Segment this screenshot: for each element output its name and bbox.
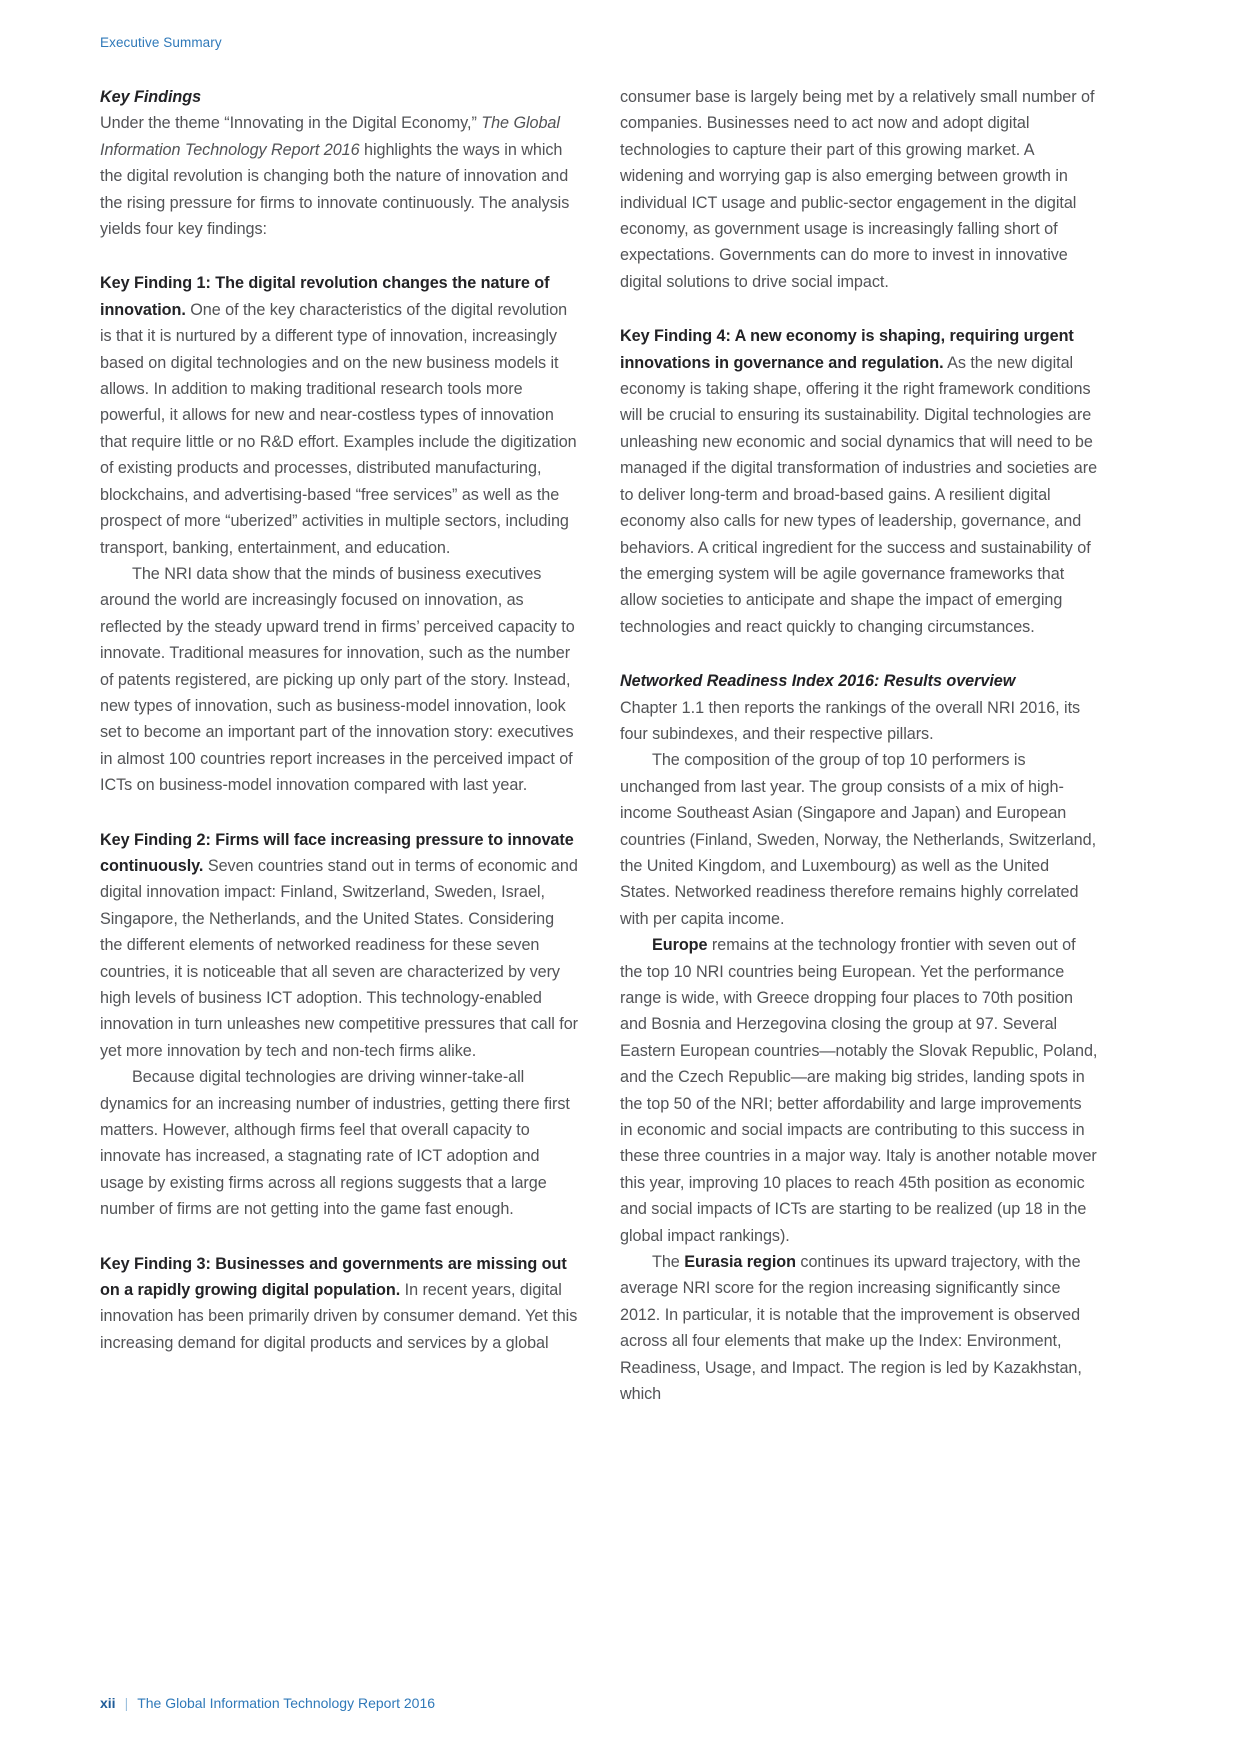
left-column xyxy=(100,84,578,1408)
footer-divider: | xyxy=(124,1695,129,1711)
text-segment: Key Finding 4: A new economy is shaping, requiring urgent innovations in governance and regulation. xyxy=(620,327,1074,372)
running-head xyxy=(100,35,222,51)
text-segment: Chapter 1.1 then reports the rankings of the overall NRI 2016, its four subindexes, and their respective pillars. xyxy=(620,698,1081,743)
section-heading xyxy=(100,84,578,110)
text-segment: The composition of the group of top 10 performers is unchanged from last year. The group consists of a mix of high-income Southeast Asian (Singapore and Japan) and European countries (Finland, Sweden, Norway, the Netherlands, Switzerland, the United Kingdom, and Luxembourg) as well as the United States. Networked readiness therefore remains highly correlated with per capita income. xyxy=(620,751,1097,928)
report-title: The Global Information Technology Report 2016 xyxy=(137,1695,436,1711)
paragraph xyxy=(100,827,578,1065)
text-segment: continues its upward trajectory, with the average NRI score for the region increasing significantly since 2012. In particular, it is notable that the improvement is observed across all four elements that make up the Index: Environment, Readiness, Usage, and Impact. The region is led by Kazakhstan, which xyxy=(620,1253,1082,1404)
paragraph xyxy=(620,695,1098,748)
text-segment: highlights the ways in which the digital revolution is changing both the nature of innovation and the rising pressure for firms to innovate continuously. The analysis yields four key findings: xyxy=(100,140,570,239)
text-segment: Eurasia region xyxy=(684,1253,796,1272)
section-heading xyxy=(620,668,1098,694)
paragraph xyxy=(620,747,1098,932)
paragraph xyxy=(100,1064,578,1222)
text-segment: As the new digital economy is taking shape, offering it the right framework conditions will be crucial to ensuring its sustainability. Digital technologies are unleashing new economic and social dynamics that will need to be managed if the digital transformation of industries and societies are to deliver long-term and broad-based gains. A resilient digital economy also calls for new types of leadership, governance, and behaviors. A critical ingredient for the success and sustainability of the emerging system will be agile governance frameworks that allow societies to anticipate and shape the impact of emerging technologies and react quickly to changing circumstances. xyxy=(620,353,1098,636)
text-segment: remains at the technology frontier with seven out of the top 10 NRI countries being European. Yet the performance range is wide, with Greece dropping four places to 70th position and Bosnia and Herzegovina closing the group at 97. Several Eastern European countries—notably the Slovak Republic, Poland, and the Czech Republic—are making big strides, landing spots in the top 50 of the NRI; better affordability and large improvements in economic and social impacts are contributing to this success in these three countries in a major way. Italy is another notable mover this year, improving 10 places to reach 45th position as economic and social impacts of ICTs are starting to be realized (up 18 in the global impact rankings). xyxy=(620,936,1098,1245)
paragraph xyxy=(100,110,578,242)
text-segment: Seven countries stand out in terms of economic and digital innovation impact: Finland, Switzerland, Sweden, Israel, Singapore, the Netherlands, and the United States. Considering the different elements of networked readiness for these seven countries, it is noticeable that all seven are characterized by very high levels of business ICT adoption. This technology-enabled innovation in turn unleashes new competitive pressures that call for yet more innovation by tech and non-tech firms alike. xyxy=(100,856,578,1060)
text-segment: The NRI data show that the minds of business executives around the world are increasingly focused on innovation, as reflected by the steady upward trend in firms’ perceived capacity to innovate. Traditional measures for innovation, such as the number of patents registered, are picking up only part of the story. Instead, new types of innovation, such as business-model innovation, look set to become an important part of the innovation story: executives in almost 100 countries report increases in the perceived impact of ICTs on business-model innovation compared with last year. xyxy=(100,564,575,795)
text-segment: The Global Information Technology Report 2016 xyxy=(100,114,560,159)
text-segment: Key Findings xyxy=(100,88,202,106)
section-title: Executive Summary xyxy=(100,35,222,50)
paragraph xyxy=(620,1249,1098,1407)
paragraph xyxy=(620,323,1098,640)
paragraph xyxy=(100,561,578,799)
text-segment: Key Finding 1: The digital revolution changes the nature of innovation. xyxy=(100,274,550,319)
text-segment: Key Finding 2: Firms will face increasing pressure to innovate continuously. xyxy=(100,830,574,875)
paragraph xyxy=(100,1251,578,1357)
text-segment: In recent years, digital innovation has been primarily driven by consumer demand. Yet this increasing demand for digital products and services by a global xyxy=(100,1281,578,1352)
page-footer xyxy=(100,1694,435,1712)
right-column xyxy=(620,84,1098,1408)
text-segment: Key Finding 3: Businesses and governments are missing out on a rapidly growing digital population. xyxy=(100,1254,567,1300)
text-segment: One of the key characteristics of the digital revolution is that it is nurtured by a different type of innovation, increasingly based on digital technologies and on the new business models it allows. In addition to making traditional research tools more powerful, it allows for new and near-costless types of innovation that require little or no R&D effort. Examples include the digitization of existing products and processes, distributed manufacturing, blockchains, and advertising-based “free services” as well as the prospect of more “uberized” activities in multiple sectors, including transport, banking, entertainment, and education. xyxy=(100,300,577,557)
text-segment: Under the theme “Innovating in the Digital Economy,” xyxy=(100,114,482,133)
paragraph xyxy=(620,84,1098,295)
body-columns xyxy=(100,84,1098,1408)
paragraph xyxy=(620,932,1098,1249)
paragraph xyxy=(100,270,578,560)
text-segment: Networked Readiness Index 2016: Results overview xyxy=(620,672,1016,691)
page-number: xii xyxy=(100,1695,116,1711)
text-segment: Because digital technologies are driving winner-take-all dynamics for an increasing number of industries, getting there first matters. However, although firms feel that overall capacity to innovate has increased, a stagnating rate of ICT adoption and usage by existing firms across all regions suggests that a large number of firms are not getting into the game fast enough. xyxy=(100,1068,570,1219)
text-segment: The xyxy=(652,1253,685,1272)
text-segment: Europe xyxy=(652,936,708,955)
text-segment: consumer base is largely being met by a relatively small number of companies. Businesses need to act now and adopt digital technologies to capture their part of this growing market. A widening and worrying gap is also emerging between growth in individual ICT usage and public-sector engagement in the digital economy, as government usage is increasingly falling short of expectations. Governments can do more to invest in innovative digital solutions to drive social impact. xyxy=(620,88,1095,291)
